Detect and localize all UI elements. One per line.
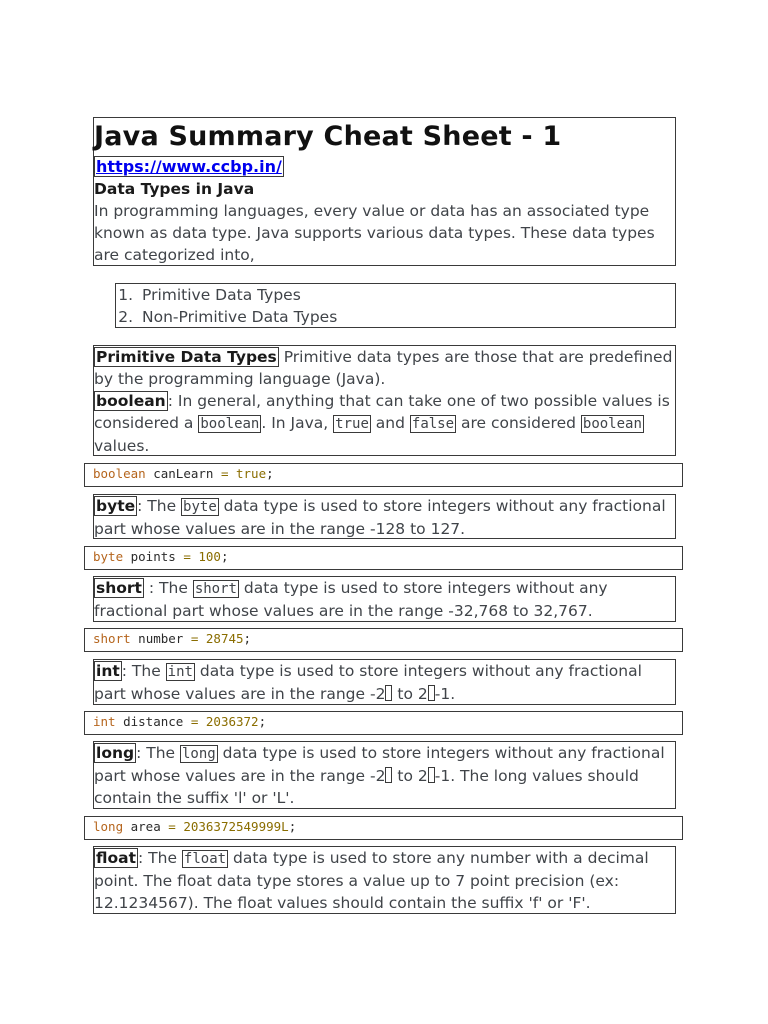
code-type: int — [93, 714, 116, 729]
boolean-text: and — [370, 414, 410, 432]
code-end: ; — [220, 549, 229, 564]
boolean-term: boolean — [96, 392, 166, 410]
short-text: data type is used to store integers without any fractional part whose values are in the range -32,768 to 32,767. — [94, 579, 608, 620]
int-section — [93, 659, 676, 705]
long-text: data type is used to store integers without any fractional part whose values are in the range -2 — [94, 744, 665, 785]
code-operator: = — [175, 549, 199, 564]
float-term: float — [96, 849, 137, 867]
code-value: 28745 — [205, 631, 244, 646]
int-text: data type is used to store integers without any fractional part whose values are in the range -2 — [94, 662, 642, 703]
byte-inline-code: byte — [183, 499, 217, 515]
code-block-long — [84, 816, 683, 840]
primitive-term: Primitive Data Types — [96, 348, 277, 366]
boolean-inline-code: boolean — [582, 416, 642, 432]
long-text: : The — [136, 744, 180, 762]
code-end: ; — [266, 466, 274, 481]
list-item: 2. Non-Primitive Data Types — [138, 306, 675, 328]
source-link[interactable]: https://www.ccbp.in/ — [96, 157, 282, 176]
false-inline-code: false — [411, 416, 455, 432]
boolean-text: values. — [94, 437, 150, 455]
long-text: -1. The long values should contain the suffix 'l' or 'L'. — [94, 767, 639, 807]
long-term: long — [96, 744, 135, 762]
int-text: : The — [121, 662, 166, 680]
short-term: short — [96, 579, 142, 597]
list-item: 1. Primitive Data Types — [138, 284, 675, 306]
boolean-text: : In general, anything that can take one of two possible values is considered a — [94, 392, 670, 432]
short-section — [93, 576, 676, 622]
code-end: ; — [288, 819, 297, 834]
code-block-int — [84, 711, 683, 735]
code-identifier: distance — [115, 714, 184, 729]
short-inline-code: short — [194, 581, 237, 597]
intro-paragraph: In programming languages, every value or data has an associated type known as data type. Java supports various data types. These data types are categorized into, — [94, 202, 655, 264]
code-end: ; — [258, 714, 267, 729]
section-title: Data Types in Java — [94, 180, 255, 198]
code-operator: = — [183, 631, 206, 646]
code-operator: = — [213, 466, 236, 481]
int-text: -1. — [434, 685, 456, 703]
long-section — [93, 741, 676, 809]
float-text: data type is used to store any number with a decimal point. The float data type stores a value up to 7 point precision (ex: 12.1234567). The float values should contain the suffix 'f' or 'F'. — [94, 849, 649, 912]
int-text: to 2 — [392, 685, 428, 703]
code-value: 2036372 — [205, 714, 259, 729]
page-title: Java Summary Cheat Sheet - 1 — [94, 121, 562, 152]
code-type: long — [93, 819, 124, 834]
boolean-text: . In Java, — [261, 414, 334, 432]
code-type: short — [93, 631, 131, 646]
int-inline-code: int — [167, 664, 193, 680]
header-section — [93, 117, 676, 266]
code-type: boolean — [93, 466, 146, 481]
byte-section — [93, 494, 676, 539]
missing-glyph-icon — [428, 685, 435, 701]
data-type-list — [115, 283, 676, 328]
code-value: 2036372549999L — [183, 819, 289, 834]
code-identifier: area — [123, 819, 161, 834]
code-identifier: points — [123, 549, 176, 564]
code-end: ; — [243, 631, 252, 646]
code-identifier: canLearn — [145, 466, 214, 481]
missing-glyph-icon — [428, 767, 435, 783]
long-inline-code: long — [182, 746, 216, 762]
code-value: true — [236, 466, 267, 481]
code-identifier: number — [130, 631, 184, 646]
code-block-short — [84, 628, 683, 652]
short-text: : The — [143, 579, 193, 597]
code-value: 100 — [198, 549, 221, 564]
code-operator: = — [160, 819, 184, 834]
int-term: int — [96, 662, 120, 680]
boolean-text: are considered — [456, 414, 581, 432]
byte-text: : The — [137, 497, 182, 515]
long-text: to 2 — [392, 767, 428, 785]
code-block-byte — [84, 546, 683, 570]
code-block-boolean — [84, 463, 683, 487]
float-inline-code: float — [183, 851, 227, 867]
primitive-desc: Primitive data types are those that are predefined by the programming language (Java). — [94, 348, 673, 388]
boolean-inline-code: boolean — [200, 416, 260, 432]
primitive-section — [93, 345, 676, 456]
float-text: : The — [138, 849, 182, 867]
code-operator: = — [183, 714, 206, 729]
float-section — [93, 846, 676, 914]
byte-text: data type is used to store integers without any fractional part whose values are in the range -128 to 127. — [94, 497, 666, 538]
true-inline-code: true — [335, 416, 369, 432]
code-type: byte — [93, 549, 124, 564]
byte-term: byte — [96, 497, 136, 515]
